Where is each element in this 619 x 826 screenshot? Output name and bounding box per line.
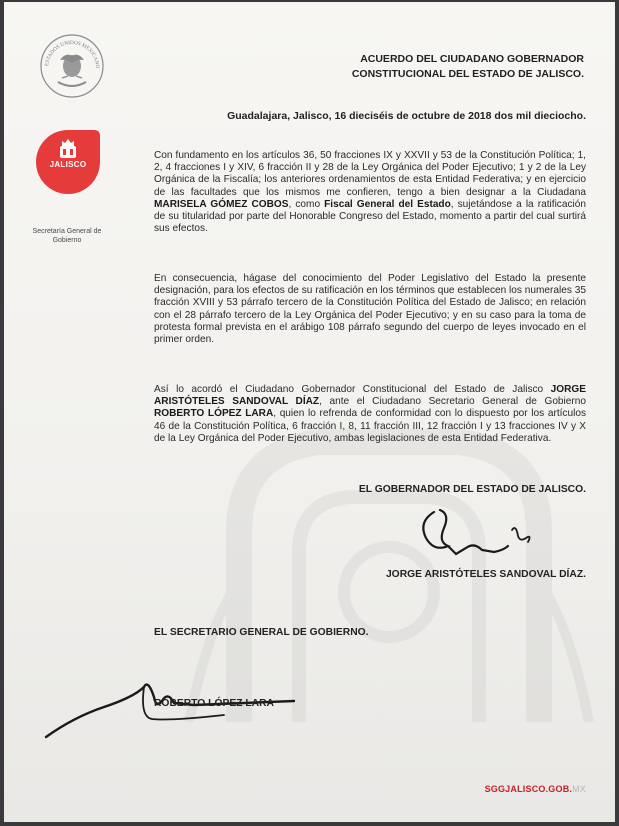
p1-text-c: , sujetándose a la ratificación de su titularidad por parte del Honorable Congreso del Estado, momento a partir del cual surtirá sus efectos.: [154, 198, 586, 235]
governor-title: EL GOBERNADOR DEL ESTADO DE JALISCO.: [358, 484, 586, 495]
website-tld: MX: [572, 784, 586, 794]
paragraph-agreement: [154, 384, 586, 445]
office-name: Fiscal General del Estado: [324, 198, 451, 210]
p3-text-a: Así lo acordó el Ciudadano Gobernador Constitucional del Estado de Jalisco: [154, 384, 551, 395]
logo-wordmark: JALISCO: [49, 160, 87, 169]
date-line: Guadalajara, Jalisco, 16 dieciséis de octubre de 2018 dos mil dieciocho.: [227, 110, 586, 122]
document-page: [4, 2, 615, 822]
document-heading: [304, 52, 584, 82]
secretary-name-inline: ROBERTO LÓPEZ LARA: [154, 408, 274, 420]
paragraph-ratification: En consecuencia, hágase del conocimiento del Poder Legislativo del Estado la presente designación, para los efectos de su ratificación en los términos que establecen los numerales 35 fracción XVIII y 53 párrafo tercero de la Constitución Política del Estado de Jalisco; en relación con el 28 párrafo tercero de la Ley Orgánica del Poder Ejecutivo; y en su caso para la toma de protesta formal prevista en el arábigo 108 párrafo segundo del cuerpo de leyes invocado en el primer orden.: [154, 273, 586, 346]
secretary-name: ROBERTO LÓPEZ LARA: [154, 698, 274, 709]
governor-name: JORGE ARISTÓTELES SANDOVAL DÍAZ.: [385, 569, 586, 580]
heading-line-1: ACUERDO DEL CIUDADANO GOBERNADOR: [360, 53, 584, 65]
website-url: [444, 784, 586, 794]
national-seal-icon: [38, 32, 106, 100]
governor-signature: [404, 502, 554, 566]
department-label: Secretaría General de Gobierno: [32, 228, 102, 244]
paragraph-designation: [154, 150, 586, 235]
secretary-title: EL SECRETARIO GENERAL DE GOBIERNO.: [154, 627, 369, 638]
p3-text-b: , ante el Ciudadano Secretario General de Gobierno: [319, 396, 586, 408]
p1-text-a: Con fundamento en los artículos 36, 50 fracciones IX y XXVII y 53 de la Constitución Política; 1, 2, 4 fracciones I y XIV, 6 fracción II y 28 de la Ley Orgánica del Poder Ejecutivo; 1 y 2 de la Ley Orgánica de la Fiscalía; los anteriores ordenamientos de esta Entidad Federativa; y en ejercicio de las facultades que los mismos me confieren, tengo a bien designar a la Ciudadana: [154, 150, 586, 198]
p1-text-b: , como: [288, 198, 325, 210]
governor-name-inline: JORGE ARISTÓTELES SANDOVAL DÍAZ: [154, 384, 586, 408]
p3-text-c: , quien lo refrenda de conformidad con lo dispuesto por los artículos 46 de la Constitución Política, 6 fracción I, 8, 11 fracción III, 12 fracción I y 13 fracciones IV y X de la Ley Orgánica del Poder Ejecutivo, ambas legislaciones de esta Entidad Federativa.: [154, 408, 586, 444]
seal-arc-text: ESTADOS UNIDOS MEXICANO: [44, 39, 101, 69]
website-main: SGGJALISCO.GOB.: [484, 784, 573, 794]
heading-line-2: CONSTITUCIONAL DEL ESTADO DE JALISCO.: [351, 68, 584, 80]
appointee-name: MARISELA GÓMEZ COBOS: [154, 198, 289, 210]
